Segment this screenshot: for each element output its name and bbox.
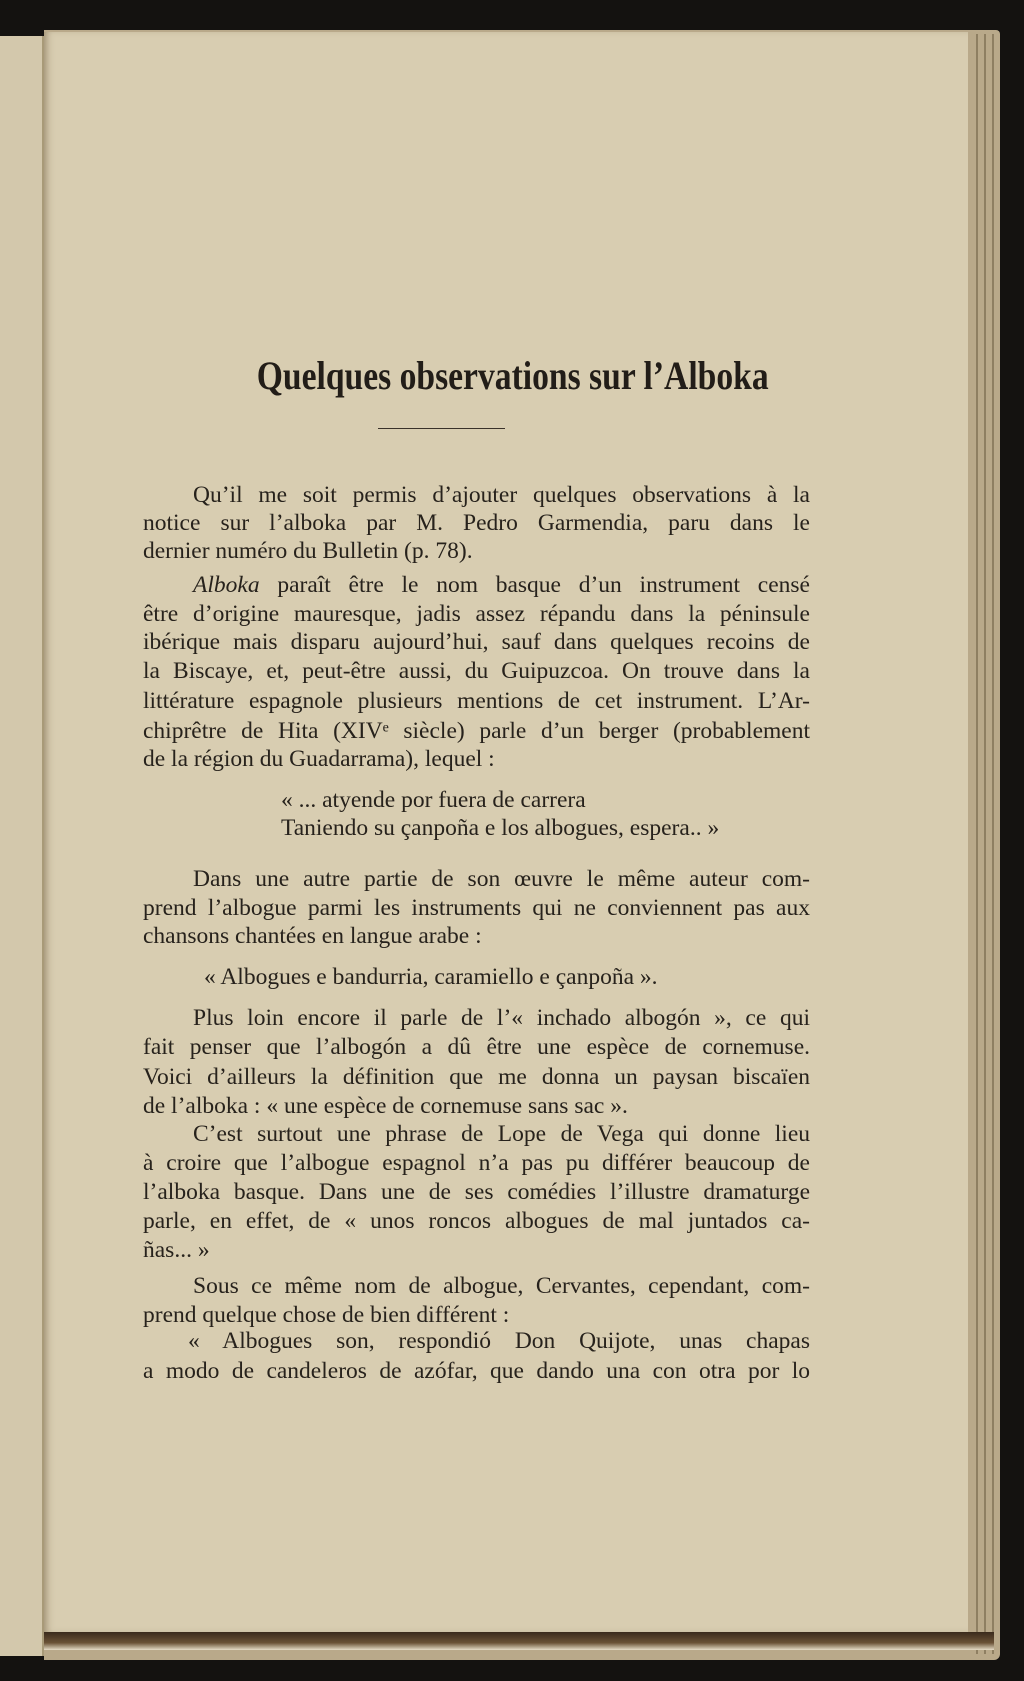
title-divider	[378, 428, 505, 429]
text-line	[143, 717, 810, 745]
text-line	[143, 1207, 810, 1235]
line-text: chiprêtre de Hita (XIVᵉ siècle) parle d’un berger (probablement	[143, 718, 810, 744]
text-line	[193, 1272, 810, 1300]
article-title-text: Quelques observations sur l’Alboka	[256, 353, 769, 398]
text-line	[143, 1357, 810, 1385]
line-text: Taniendo su çanpoña e los albogues, espera.. »	[281, 815, 720, 841]
line-text: ñas... »	[143, 1237, 210, 1263]
line-text: parle, en effet, de « unos roncos albogues de mal juntados ca-	[143, 1208, 810, 1234]
line-text: Plus loin encore il parle de l’« inchado albogón », ce qui	[193, 1005, 810, 1031]
text-line	[193, 865, 810, 893]
text-line	[193, 571, 810, 599]
text-line	[143, 1236, 810, 1264]
line-text: a modo de candeleros de azófar, que dando una con otra por lo	[143, 1358, 810, 1384]
text-line	[143, 657, 810, 685]
line-text: de l’alboka : « une espèce de cornemuse sans sac ».	[143, 1093, 628, 1119]
line-text: chansons chantées en langue arabe :	[143, 923, 482, 949]
text-line	[143, 922, 810, 950]
text-line	[143, 687, 810, 715]
line-text: dernier numéro du Bulletin (p. 78).	[143, 538, 473, 564]
line-text: paraît être le nom basque d’un instrument censé	[259, 572, 810, 598]
text-line	[143, 1092, 810, 1120]
text-line	[193, 1004, 810, 1032]
line-text: Qu’il me soit permis d’ajouter quelques observations à la	[193, 482, 810, 508]
text-line	[143, 894, 810, 922]
line-text: la Biscaye, et, peut-être aussi, du Guipuzcoa. On trouve dans la	[143, 658, 810, 684]
line-text: C’est surtout une phrase de Lope de Vega qui donne lieu	[193, 1121, 810, 1147]
line-text: Sous ce même nom de albogue, Cervantes, cependant, com-	[193, 1273, 810, 1299]
text-line	[143, 1033, 810, 1061]
text-line	[204, 963, 658, 991]
page-bottom-edge	[44, 1632, 994, 1650]
text-line	[143, 600, 810, 628]
line-text: ibérique mais disparu aujourd’hui, sauf dans quelques recoins de	[143, 629, 810, 655]
text-line	[143, 1149, 810, 1177]
text-line	[281, 814, 719, 842]
text-line	[281, 786, 586, 814]
line-text: fait penser que l’albogón a dû être une espèce de cornemuse.	[143, 1034, 810, 1060]
article-title	[208, 352, 769, 399]
line-text: à croire que l’albogue espagnol n’a pas pu différer beaucoup de	[143, 1150, 810, 1176]
line-text: « Albogues e bandurria, caramiello e çanpoña ».	[204, 964, 658, 990]
text-line	[193, 481, 810, 509]
line-text: prend quelque chose de bien différent :	[143, 1302, 510, 1328]
line-text: être d’origine mauresque, jadis assez répandu dans la péninsule	[143, 601, 810, 627]
text-line	[143, 537, 810, 565]
line-text: Voici d’ailleurs la définition que me donna un paysan biscaïen	[143, 1064, 810, 1090]
line-text: « ... atyende por fuera de carrera	[281, 787, 586, 813]
text-line	[143, 1063, 810, 1091]
line-text: de la région du Guadarrama), lequel :	[143, 746, 495, 772]
text-line	[143, 1178, 810, 1206]
text-line	[143, 745, 810, 773]
line-text: prend l’albogue parmi les instruments qui ne conviennent pas aux	[143, 895, 810, 921]
text-line	[193, 1120, 810, 1148]
line-text: l’alboka basque. Dans une de ses comédies l’illustre dramaturge	[143, 1179, 810, 1205]
italic-term: Alboka	[193, 572, 260, 598]
text-line	[143, 1301, 810, 1329]
line-text: notice sur l’alboka par M. Pedro Garmendia, paru dans le	[143, 510, 810, 536]
text-line	[143, 628, 810, 656]
text-line	[143, 509, 810, 537]
text-line	[188, 1327, 810, 1355]
line-text: littérature espagnole plusieurs mentions de cet instrument. L’Ar-	[143, 688, 810, 714]
line-text: Dans une autre partie de son œuvre le même auteur com-	[193, 866, 810, 892]
line-text: « Albogues son, respondió Don Quijote, unas chapas	[188, 1328, 810, 1354]
facing-page-edge	[0, 36, 44, 1656]
